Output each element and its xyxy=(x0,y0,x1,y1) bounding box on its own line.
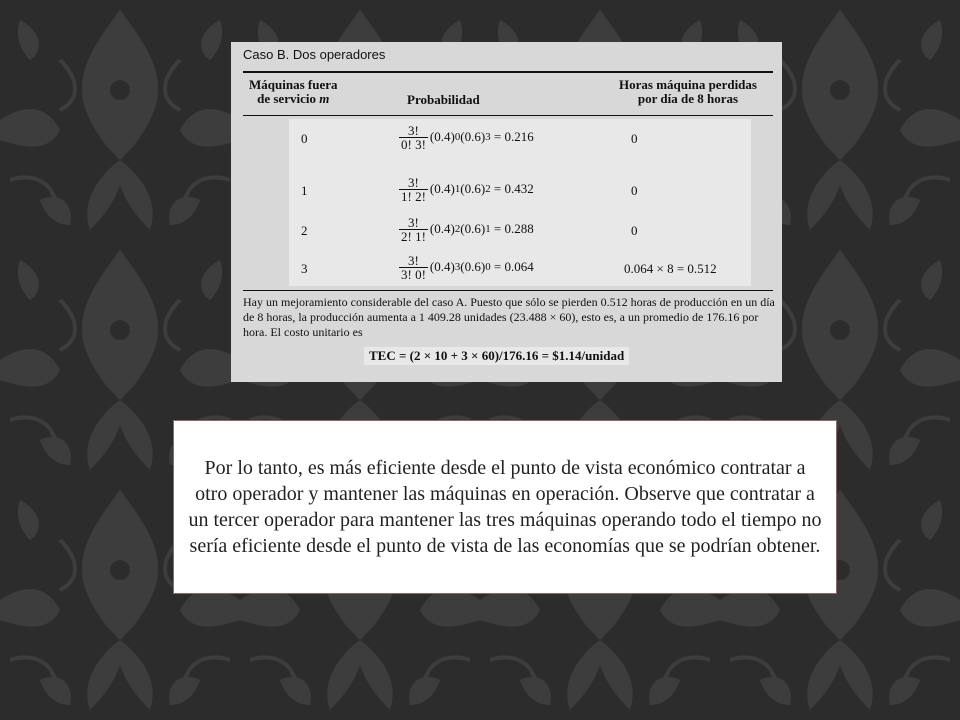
header-machines-line2: de servicio xyxy=(257,91,316,106)
expr-b: (0.6) xyxy=(460,221,486,236)
cell-hours: 0 xyxy=(631,223,638,238)
expr-b: (0.6) xyxy=(460,259,486,274)
table-row xyxy=(289,171,751,207)
exp-a: 3 xyxy=(454,261,461,273)
exp-b: 0 xyxy=(485,261,491,273)
table-note: Hay un mejoramiento considerable del caso A. Puesto que sólo se pierden 0.512 horas de producción en un día de 8 horas, la producción aumenta a 1 409.28 unidades (23.488 × 60), esto es, a un promedio de 176.16 por hora. El costo unitario es xyxy=(243,295,775,339)
cell-hours: 0 xyxy=(631,183,638,198)
cell-m: 3 xyxy=(301,261,308,276)
caption-box xyxy=(173,420,837,594)
header-probability: Probabilidad xyxy=(407,92,480,107)
fraction-denominator: 2! 1! xyxy=(401,228,426,244)
cell-hours: 0 xyxy=(631,131,638,146)
table-row xyxy=(289,119,751,155)
fraction-denominator: 0! 3! xyxy=(401,136,426,152)
cell-m: 2 xyxy=(301,223,308,238)
expr-b: (0.6) xyxy=(460,181,486,196)
cell-probability xyxy=(399,119,534,155)
cell-m: 0 xyxy=(301,131,308,146)
header-machines xyxy=(249,78,337,106)
fraction xyxy=(399,124,428,151)
cell-probability xyxy=(399,211,534,247)
fraction-numerator: 3! xyxy=(408,174,419,190)
fraction-numerator: 3! xyxy=(408,122,419,138)
header-hours xyxy=(619,78,757,106)
expr-a: (0.4) xyxy=(429,181,455,196)
table-body xyxy=(289,119,751,286)
fraction xyxy=(399,216,428,243)
exp-b: 3 xyxy=(485,131,491,143)
header-hours-line1: Horas máquina perdidas xyxy=(619,77,757,92)
exp-b: 2 xyxy=(485,183,491,195)
fraction-numerator: 3! xyxy=(408,214,419,230)
table-image xyxy=(231,42,782,382)
top-rule xyxy=(243,71,773,73)
header-rule xyxy=(243,115,773,116)
table-row xyxy=(289,211,751,247)
table-row xyxy=(289,249,751,285)
fraction xyxy=(399,254,428,281)
fraction-denominator: 3! 0! xyxy=(401,266,426,282)
cell-hours: 0.064 × 8 = 0.512 xyxy=(624,261,717,276)
header-machines-var: m xyxy=(319,91,330,106)
exp-a: 0 xyxy=(454,131,461,143)
exp-b: 1 xyxy=(485,223,491,235)
caption-text: Por lo tanto, es más eficiente desde el punto de vista económico contratar a otro operador y mantener las máquinas en operación. Observe que contratar a un tercer operador para mantener las tres máquinas operando todo el tiempo no sería eficiente desde el punto de vista de las economías que se podrían obtener. xyxy=(188,457,822,557)
expr-a: (0.4) xyxy=(429,129,455,144)
header-machines-line1: Máquinas fuera xyxy=(249,77,338,92)
fraction xyxy=(399,176,428,203)
fraction-denominator: 1! 2! xyxy=(401,188,426,204)
result: = 0.432 xyxy=(490,181,534,196)
tec-formula: TEC = (2 × 10 + 3 × 60)/176.16 = $1.14/unidad xyxy=(364,347,629,365)
exp-a: 1 xyxy=(454,183,461,195)
cell-probability xyxy=(399,171,534,207)
cell-probability xyxy=(399,249,534,285)
expr-a: (0.4) xyxy=(429,259,455,274)
expr-a: (0.4) xyxy=(429,221,455,236)
expr-b: (0.6) xyxy=(460,129,486,144)
result: = 0.288 xyxy=(490,221,534,236)
header-hours-line2: por día de 8 horas xyxy=(637,91,739,106)
exp-a: 2 xyxy=(454,223,461,235)
result: = 0.216 xyxy=(490,129,534,144)
result: = 0.064 xyxy=(490,259,534,274)
cell-m: 1 xyxy=(301,183,308,198)
fraction-numerator: 3! xyxy=(408,252,419,268)
bottom-rule xyxy=(243,290,773,291)
case-title: Caso B. Dos operadores xyxy=(243,47,386,62)
